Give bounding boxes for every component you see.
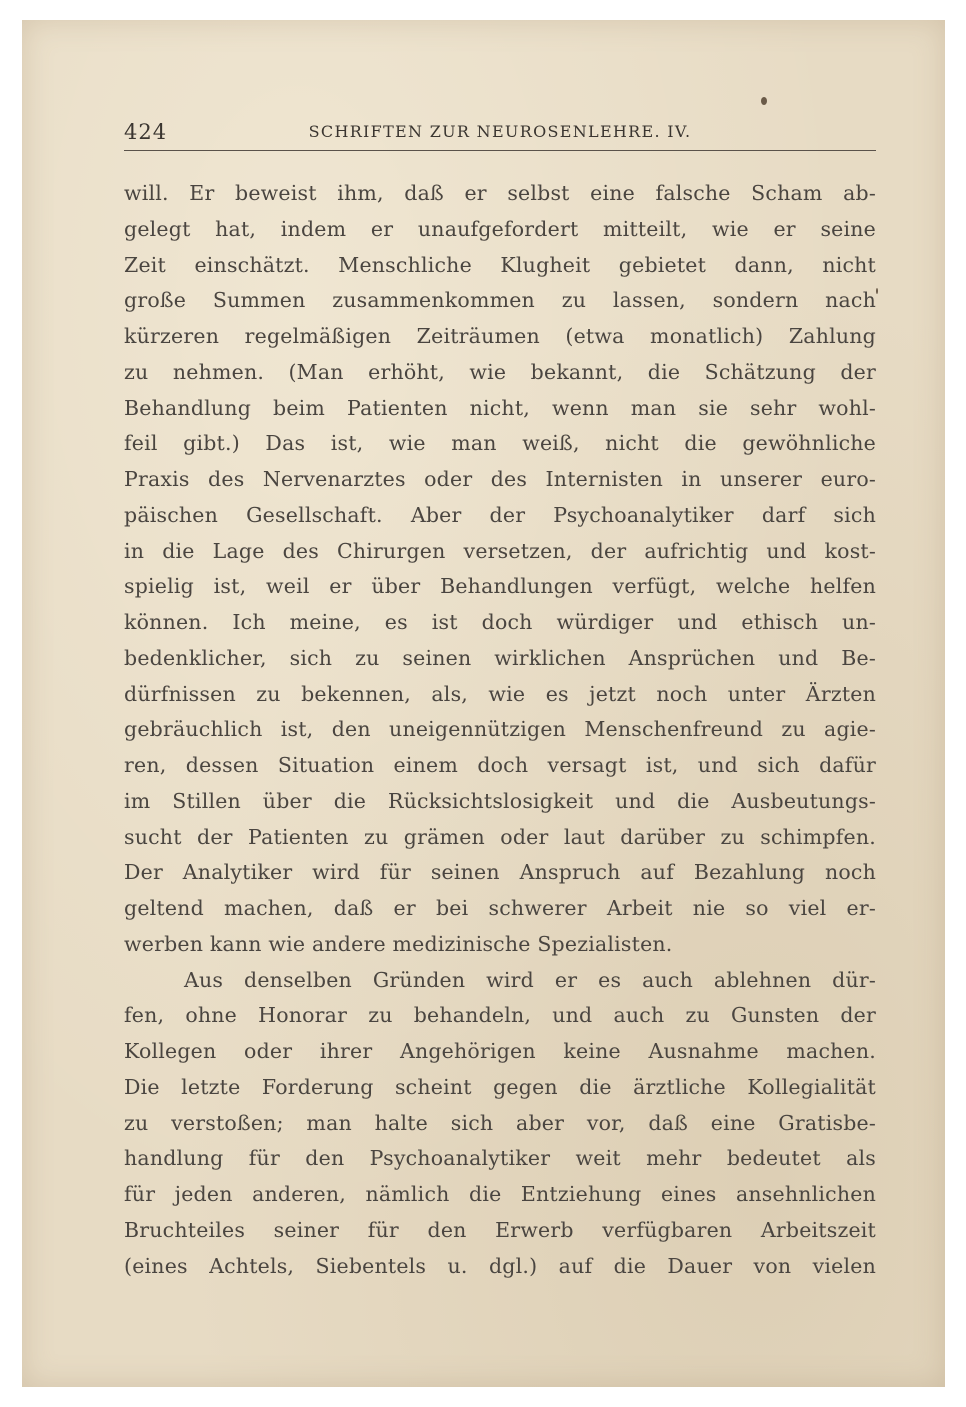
text-line: gelegt hat, indem er unaufgefordert mitteilt, wie er seine — [124, 216, 876, 241]
paragraph-end-line: werben kann wie andere medizinische Spezialisten. — [124, 931, 673, 956]
text-line: Kollegen oder ihrer Angehörigen keine Ausnahme machen. — [124, 1039, 876, 1063]
text-line: zu nehmen. (Man erhöht, wie bekannt, die Schätzung der — [124, 359, 876, 384]
text-line: will. Er beweist ihm, daß er selbst eine falsche Scham ab- — [124, 181, 876, 205]
text-line: ren, dessen Situation einem doch versagt ist, und sich dafür — [124, 753, 876, 777]
text-line: sucht der Patienten zu grämen oder laut darüber zu schimpfen. — [124, 824, 876, 849]
text-line: in die Lage des Chirurgen versetzen, der aufrichtig und kost- — [124, 538, 876, 563]
text-line: Bruchteiles seiner für den Erwerb verfügbaren Arbeitszeit — [124, 1217, 876, 1242]
text-line: bedenklicher, sich zu seinen wirklichen Ansprüchen und Be- — [124, 645, 876, 670]
ink-speck — [876, 288, 878, 294]
page-number: 424 — [124, 120, 168, 144]
text-line: für jeden anderen, nämlich die Entziehung eines ansehnlichen — [124, 1182, 876, 1206]
text-line: (eines Achtels, Siebentels u. dgl.) auf die Dauer von vielen — [124, 1253, 876, 1278]
text-line: Der Analytiker wird für seinen Anspruch auf Bezahlung noch — [124, 860, 876, 885]
text-line: im Stillen über die Rücksichtslosigkeit und die Ausbeutungs- — [124, 788, 876, 813]
text-line: zu verstoßen; man halte sich aber vor, daß eine Gratisbe- — [124, 1110, 876, 1135]
text-line: fen, ohne Honorar zu behandeln, und auch zu Gunsten der — [124, 1003, 876, 1028]
text-line: Behandlung beim Patienten nicht, wenn man sie sehr wohl- — [124, 395, 876, 420]
text-line: dürfnissen zu bekennen, als, wie es jetzt noch unter Ärzten — [124, 681, 876, 706]
text-line: geltend machen, daß er bei schwerer Arbeit nie so viel er- — [124, 896, 876, 920]
text-line: päischen Gesellschaft. Aber der Psychoanalytiker darf sich — [124, 502, 876, 527]
text-line: feil gibt.) Das ist, wie man weiß, nicht die gewöhnliche — [124, 431, 876, 456]
text-line: kürzeren regelmäßigen Zeiträumen (etwa monatlich) Zahlung — [124, 324, 876, 348]
ink-speck — [761, 97, 767, 105]
text-line: spielig ist, weil er über Behandlungen verfügt, welche helfen — [124, 574, 876, 599]
text-line: gebräuchlich ist, den uneigennützigen Menschenfreund zu agie- — [124, 717, 876, 742]
text-line: Praxis des Nervenarztes oder des Internisten in unserer euro- — [124, 467, 876, 491]
text-line: handlung für den Psychoanalytiker weit mehr bedeutet als — [124, 1146, 876, 1171]
header-rule — [124, 150, 876, 151]
text-line: Zeit einschätzt. Menschliche Klugheit gebietet dann, nicht — [124, 252, 876, 277]
text-line: große Summen zusammenkommen zu lassen, sondern nach — [124, 288, 876, 313]
running-title: SCHRIFTEN ZUR NEUROSENLEHRE. IV. — [308, 122, 692, 141]
paragraph-start-line: Aus denselben Gründen wird er es auch ablehnen dür- — [184, 967, 876, 992]
text-line: Die letzte Forderung scheint gegen die ärztliche Kollegialität — [124, 1074, 876, 1099]
body-text — [124, 176, 876, 1284]
running-header — [124, 116, 876, 150]
text-line: können. Ich meine, es ist doch würdiger und ethisch un- — [124, 610, 876, 634]
